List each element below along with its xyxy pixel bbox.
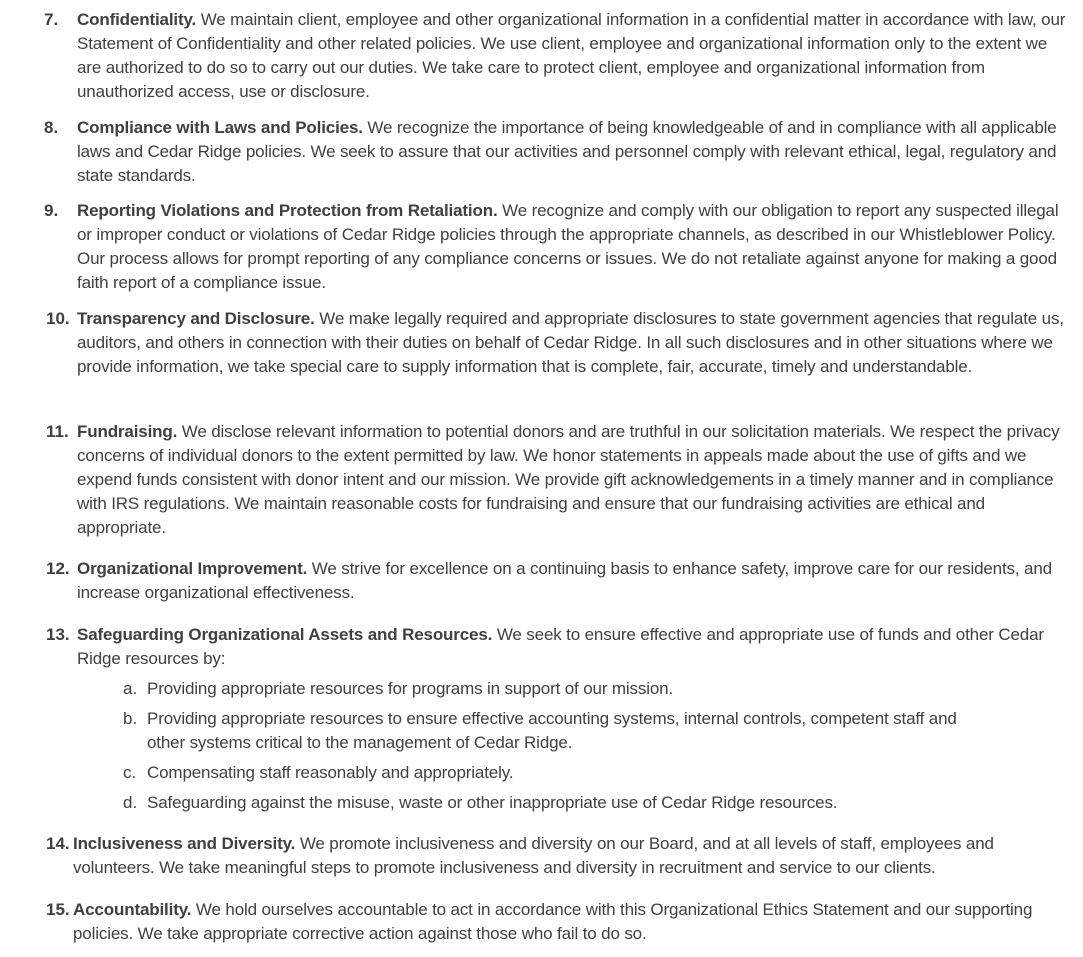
item-text: We promote inclusiveness and diversity on our Board, and at all levels of staff, employees and volunteers. We take meaningful steps to promote inclusiveness and diversity in recruitment and service to our clients. (73, 834, 994, 877)
item-body (77, 116, 1069, 188)
item-text: We maintain client, employee and other organizational information in a confidential matter in accordance with law, our Statement of Confidentiality and other related policies. We use client, employee and organizational information only to the extent we are authorized to do so to carry out our duties. We take care to protect client, employee and organizational information from unauthorized access, use or disclosure. (77, 10, 1066, 101)
item-body (77, 557, 1069, 605)
sub-item-text: Providing appropriate resources for programs in support of our mission. (147, 679, 674, 698)
item-title: Inclusiveness and Diversity. (73, 834, 296, 853)
item-title: Accountability. (73, 900, 192, 919)
item-text: We make legally required and appropriate disclosures to state government agencies that regulate us, auditors, and others in connection with their duties on behalf of Cedar Ridge. In all such disclosures and in other situations where we provide information, we take special care to supply information that is complete, fair, accurate, timely and understandable. (77, 309, 1064, 376)
item-number: 14. (46, 834, 70, 853)
item-text: We seek to ensure effective and appropriate use of funds and other Cedar Ridge resources by: (77, 625, 1044, 668)
item-text: We recognize the importance of being knowledgeable of and in compliance with all applicable laws and Cedar Ridge policies. We seek to assure that our activities and personnel comply with relevant ethical, legal, regulatory and state standards. (77, 118, 1057, 185)
item-number: 13. (46, 625, 70, 644)
item-number: 12. (46, 559, 70, 578)
item-number: 8. (44, 118, 59, 137)
item-text: We recognize and comply with our obligation to report any suspected illegal or improper conduct or violations of Cedar Ridge policies through the appropriate channels, as described in our Whistleblower Policy. Our process allows for prompt reporting of any compliance concerns or issues. We do not retaliate against anyone for making a good faith report of a compliance issue. (77, 201, 1059, 292)
item-title: Transparency and Disclosure. (77, 309, 315, 328)
item-title: Compliance with Laws and Policies. (77, 118, 363, 137)
sub-item-letter: c. (123, 763, 137, 782)
item-body (77, 623, 1053, 671)
item-text: We hold ourselves accountable to act in accordance with this Organizational Ethics Statement and our supporting policies. We take appropriate corrective action against those who fail to do so. (73, 900, 1033, 943)
sub-item-letter: a. (123, 679, 138, 698)
item-title: Fundraising. (77, 422, 178, 441)
sub-item-text: Safeguarding against the misuse, waste or other inappropriate use of Cedar Ridge resources. (147, 793, 838, 812)
item-number: 15. (46, 900, 70, 919)
item-body (77, 420, 1073, 540)
item-number: 9. (44, 201, 59, 220)
item-body (77, 8, 1069, 104)
sub-item-text: Providing appropriate resources to ensure effective accounting systems, internal controls, competent staff and other systems critical to the management of Cedar Ridge. (147, 709, 957, 752)
item-body (73, 898, 1043, 946)
item-title: Reporting Violations and Protection from Retaliation. (77, 201, 498, 220)
item-body (77, 307, 1069, 379)
item-number: 10. (46, 309, 70, 328)
item-title: Safeguarding Organizational Assets and Resources. (77, 625, 493, 644)
item-text: We strive for excellence on a continuing basis to enhance safety, improve care for our residents, and increase organizational effectiveness. (77, 559, 1052, 602)
item-body (73, 832, 1073, 880)
item-number: 11. (46, 422, 69, 441)
item-title: Confidentiality. (77, 10, 197, 29)
sub-item-letter: b. (123, 709, 138, 728)
item-title: Organizational Improvement. (77, 559, 308, 578)
sub-item-letter: d. (123, 793, 138, 812)
sub-item-text: Compensating staff reasonably and appropriately. (147, 763, 514, 782)
item-text: We disclose relevant information to potential donors and are truthful in our solicitation materials. We respect the privacy concerns of individual donors to the extent permitted by law. We honor statements in appeals made about the use of gifts and we expend funds consistent with donor intent and our mission. We provide gift acknowledgements in a timely manner and in compliance with IRS regulations. We maintain reasonable costs for fundraising and ensure that our fundraising activities are ethical and appropriate. (77, 422, 1060, 537)
item-body (77, 199, 1069, 295)
item-number: 7. (44, 10, 59, 29)
